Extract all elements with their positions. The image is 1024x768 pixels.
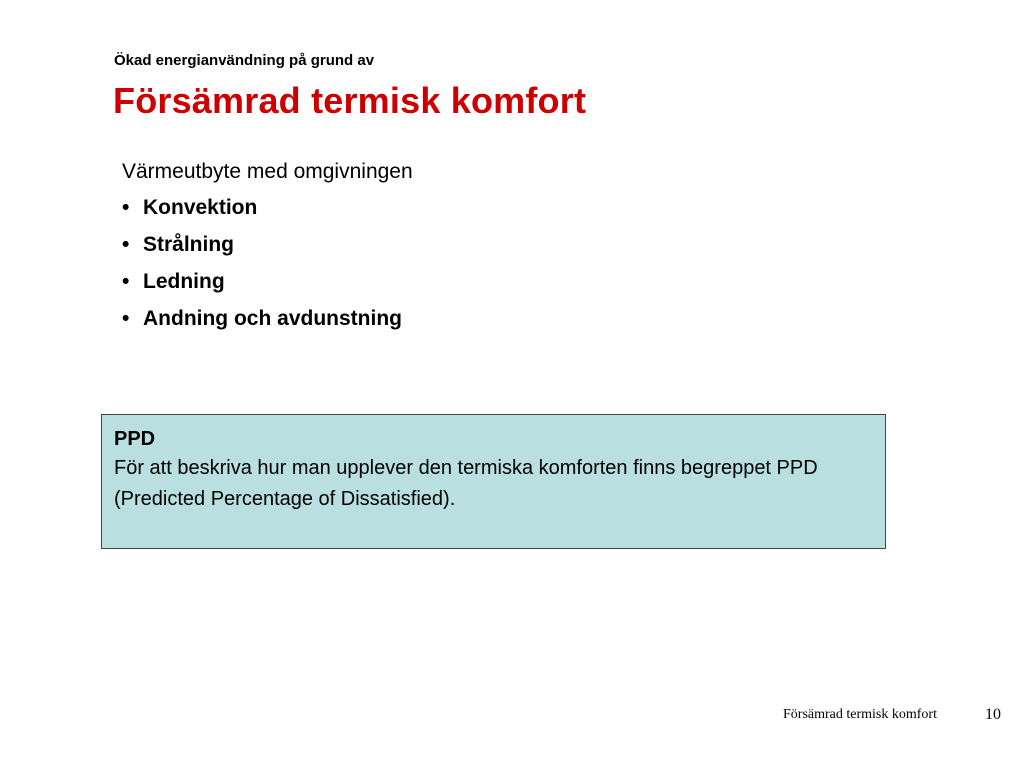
- bullet-icon: •: [122, 196, 130, 219]
- info-box-text: För att beskriva hur man upplever den termiska komforten finns begreppet PPD (Predicted Percentage of Dissatisfied).: [114, 457, 818, 510]
- bullet-icon: •: [122, 233, 130, 256]
- slide-subtitle: Ökad energianvändning på grund av: [114, 52, 375, 69]
- bullet-text: Strålning: [143, 233, 235, 256]
- ppd-info-box: [101, 414, 886, 549]
- page-number: 10: [985, 706, 1001, 723]
- info-box-heading: PPD: [114, 428, 156, 450]
- bullet-icon: •: [122, 270, 130, 293]
- bullet-item: [122, 307, 402, 344]
- slide-title: Försämrad termisk komfort: [113, 80, 587, 121]
- bullet-list: [122, 196, 402, 344]
- bullet-icon: •: [122, 307, 130, 330]
- bullet-item: [122, 270, 402, 307]
- bullet-item: [122, 233, 402, 270]
- intro-text: Värmeutbyte med omgivningen: [122, 160, 413, 183]
- bullet-text: Andning och avdunstning: [143, 307, 402, 330]
- bullet-text: Konvektion: [143, 196, 258, 219]
- footer-label: Försämrad termisk komfort: [783, 707, 937, 722]
- bullet-item: [122, 196, 402, 233]
- bullet-text: Ledning: [143, 270, 225, 293]
